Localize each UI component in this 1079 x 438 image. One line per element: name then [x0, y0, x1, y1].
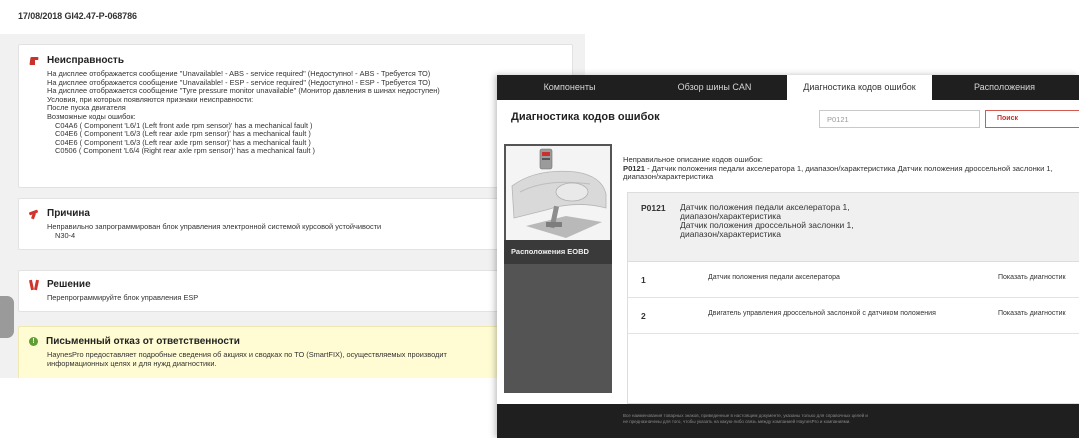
disclaimer-heading — [29, 336, 572, 347]
row-component: Двигатель управления дроссельной заслонкой с датчиком положения — [708, 310, 936, 317]
fault-heading — [29, 55, 572, 66]
locations-panel — [504, 144, 612, 393]
table-row — [628, 298, 1079, 334]
fault-title: Неисправность — [47, 55, 124, 66]
page-title: Диагностика кодов ошибок — [511, 110, 660, 123]
solution-card — [18, 270, 573, 312]
cause-body — [29, 223, 572, 240]
fault-code: C04A6 ( Component 'L6/1 (Left front axle rpm sensor)' has a mechanical fault ) — [55, 120, 313, 130]
dtc-desc-line: Датчик положения педали акселератора 1, — [680, 202, 850, 212]
footer — [497, 404, 1079, 438]
solution-line: Перепрограммируйте блок управления ESP — [47, 293, 199, 302]
disclaimer-line: HaynesPro предоставляет подробные сведения об акциях и сводках по ТО (SmartFIX), осуществляемых производит — [47, 350, 447, 359]
description-code: P0121 — [623, 163, 645, 173]
window-header — [497, 100, 1079, 133]
row-number: 2 — [641, 311, 646, 321]
eobd-locations-label[interactable]: Расположения EOBD — [504, 240, 612, 264]
dtc-code-description — [680, 203, 920, 239]
description-text — [623, 165, 1079, 182]
fault-card — [18, 44, 573, 188]
solution-heading — [29, 279, 572, 290]
info-icon: ! — [29, 337, 38, 346]
fault-line: На дисплее отображается сообщение "Unavailable! - ABS - service required" (Недоступно! - ABS - Требуется ТО) — [47, 69, 431, 78]
dtc-result-header — [628, 193, 1079, 262]
fault-line: Возможные коды ошибок: — [47, 111, 136, 121]
footer-disclaimer — [623, 413, 1003, 425]
document-header: 17/08/2018 GI42.47-P-068786 — [0, 0, 585, 34]
cause-heading — [29, 208, 572, 219]
dtc-content — [623, 156, 1079, 182]
row-component: Датчик положения педали акселератора — [708, 274, 840, 281]
fault-code: C0506 ( Component 'L6/4 (Right rear axle rpm sensor)' has a mechanical fault ) — [55, 146, 315, 156]
fault-code: C04E6 ( Component 'L6/3 (Left rear axle rpm sensor)' has a mechanical fault ) — [55, 137, 311, 147]
fault-body — [29, 70, 572, 156]
description-body: - Датчик положения педали акселератора 1, диапазон/характеристика Датчик положения дроссельной заслонки 1, диапазон/характеристика — [623, 163, 1053, 182]
dtc-description — [623, 156, 1079, 182]
fault-line: После пуска двигателя — [47, 103, 126, 113]
dtc-desc-line: диапазон/характеристика — [680, 229, 781, 239]
tools-icon — [29, 280, 39, 290]
search-button[interactable]: Поиск — [985, 110, 1079, 128]
fault-line: На дисплее отображается сообщение "Unavailable! - ESP - service required" (Недоступно! - ESP - Требуется ТО) — [47, 77, 431, 87]
fault-icon — [29, 56, 39, 66]
eobd-location-image[interactable] — [506, 146, 610, 240]
row-number: 1 — [641, 275, 646, 285]
cause-title: Причина — [47, 208, 90, 219]
dtc-result-box — [627, 192, 1079, 404]
dtc-window — [497, 75, 1079, 438]
cause-card — [18, 198, 573, 250]
tab-components[interactable]: Компоненты — [543, 82, 596, 92]
description-label: Неправильное описание кодов ошибок: — [623, 155, 763, 164]
disclaimer-title: Письменный отказ от ответственности — [46, 336, 240, 347]
show-diagnostics-link[interactable]: Показать диагностик — [998, 274, 1066, 281]
show-diagnostics-link[interactable]: Показать диагностик — [998, 310, 1066, 317]
solution-body — [29, 294, 572, 303]
cause-component: N30-4 — [55, 230, 76, 240]
table-row — [628, 262, 1079, 298]
fault-line: Условия, при которых появляются признаки неисправности: — [47, 94, 254, 104]
dtc-desc-line: диапазон/характеристика — [680, 211, 781, 221]
disclaimer-line: информационных целях и для нужд диагностики. — [47, 358, 217, 368]
dtc-desc-line: Датчик положения дроссельной заслонки 1, — [680, 220, 854, 230]
solution-title: Решение — [47, 279, 91, 290]
fault-line: На дисплее отображается сообщение "Tyre pressure monitor unavailable" (Монитор давления в шинах недоступен) — [47, 86, 440, 96]
cause-icon — [29, 209, 39, 219]
tab-locations[interactable]: Расположения — [973, 82, 1036, 92]
footer-line: не предназначены для того, чтобы указать на какую-либо связь между компанией HaynesPro и компаниями. — [623, 419, 851, 424]
cause-line: Неправильно запрограммирован блок управления электронной системой курсовой устойчивости — [47, 222, 382, 231]
side-panel-handle[interactable] — [0, 296, 14, 338]
disclaimer-card — [18, 326, 573, 378]
car-interior-illustration — [506, 146, 610, 240]
dtc-code: P0121 — [641, 203, 666, 213]
tab-bar — [497, 75, 1079, 100]
fault-code: C04E6 ( Component 'L6/3 (Left rear axle rpm sensor)' has a mechanical fault ) — [55, 129, 311, 139]
footer-line: Все наименования товарных знаков, приведенные в настоящем документе, указаны только для справочных целей и — [623, 413, 868, 418]
disclaimer-body — [29, 351, 572, 368]
tab-can-bus[interactable]: Обзор шины CAN — [677, 82, 752, 92]
tab-dtc[interactable]: Диагностика кодов ошибок — [787, 75, 932, 100]
dtc-search-input[interactable] — [819, 110, 980, 128]
